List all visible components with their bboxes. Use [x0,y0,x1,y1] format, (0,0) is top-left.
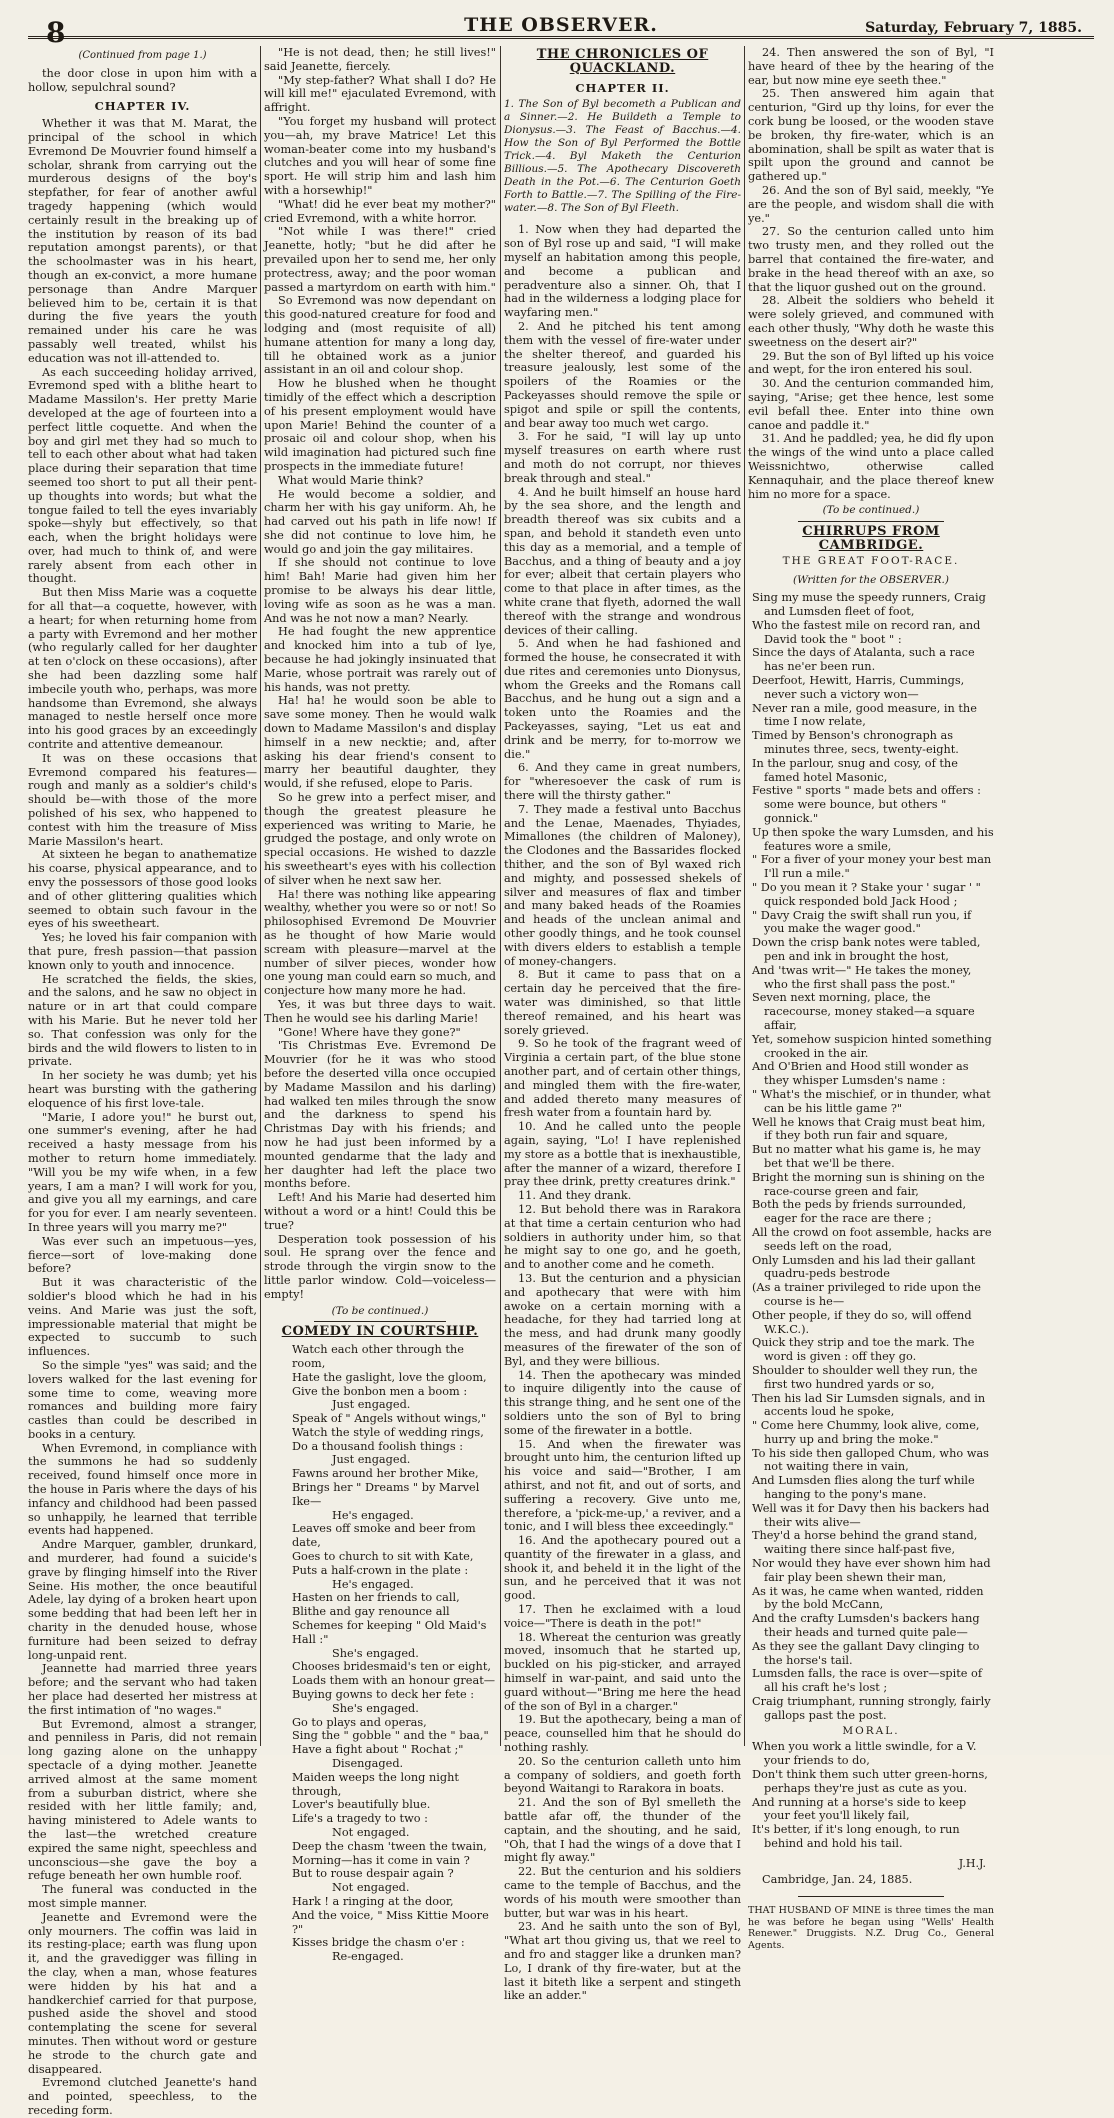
paragraph: "My step-father? What shall I do? He will kill me!" ejaculated Evremond, with affright. [264,73,496,115]
poem-line: Other people, if they do so, will offend W.K.C.). [752,1308,972,1336]
verse-paragraph: 2. And he pitched his tent among them with the vessel of fire-water under the shelter thereof, and guarded his treasure jealously, lest some of the spoilers of the Roamies or the Packeyasses should remove the spile or spigot and spile or spill the contents, and bear away too much wet cargo. [504,319,741,430]
poem-line: Deerfoot, Hewitt, Harris, Cummings, never such a victory won— [752,674,965,701]
chirrups-title: CHIRRUPS FROM CAMBRIDGE. [802,524,940,553]
poem-line: Since the days of Atalanta, such a race has ne'er been run. [752,646,975,674]
page-header [28,8,1094,49]
poem-line: Go to plays and operas, [292,1715,427,1729]
paragraph: Desperation took possession of his soul. He sprang over the fence and strode through the virgin snow to the little parlor window. Cold—voiceless—empty! [264,1232,496,1301]
paragraph: Andre Marquer, gambler, drunkard, and murderer, had found a suicide's grave by flinging himself into the River Seine. His mother, the once beautiful Adele, lay dying of a broken heart upon some bedding that had been left her in charity in the denuded house, whose furniture had been seized to defray long-unpaid rent. [28,1538,257,1662]
poem-line: Quick they strip and toe the mark. The word is given : off they go. [752,1336,975,1364]
poem-line: Watch each other through the room, [292,1343,464,1370]
poem-line: Then his lad Sir Lumsden signals, and in accents loud he spoke, [752,1391,986,1419]
poem-line: Well he knows that Craig must beat him, if they both run fair and square, [752,1115,986,1143]
poem-line: Lover's beautifully blue. [292,1798,431,1812]
paragraph: In her society he was dumb; yet his heart was bursting with the gathering eloquence of his first love-tale. [28,1069,257,1110]
column-4 [748,46,994,1951]
paragraph: What would Marie think? [278,473,424,487]
paragraph: But then Miss Marie was a coquette for all that—a coquette, however, with a heart; for when returning home from a party with Evremond and her mother (who regularly called for her daughter at ten o'clock on these occasions), after she had been dazzling some half imbecile youth who, perhaps, was more handsome than Evremond, she always managed to nestle herself once more into his good graces by an exceedingly contrite and attentive demeanour. [28,586,257,752]
poem-line: In the parlour, snug and cosy, of the famed hotel Masonic, [752,756,958,784]
poem-line: To his side then galloped Chum, who was not waiting there in vain, [752,1446,989,1474]
poem-lines [264,1343,496,1964]
verse-paragraph: 13. But the centurion and a physician and apothecary that were with him awoke on a certain morning with a headache, for they had tarried long at the mess, and had drunk many goodly measures of the firewater of the son of Byl, and they were billious. [504,1271,741,1368]
poem-refrain: He's engaged. [332,1577,414,1591]
paragraph: Yes; he loved his fair companion with that pure, fresh passion—that passion known only to youth and innocence. [28,931,257,972]
poem-line: Yet, somehow suspicion hinted something crooked in the air. [752,1032,992,1060]
verse-paragraph: 1. Now when they had departed the son of Byl rose up and said, "I will make myself an habitation among this people, and become a publican and peradventure also a sinner. Oh, that I had in the wilderness a lodging place for wayfaring men." [504,223,741,320]
poem-refrain: Just engaged. [332,1398,411,1412]
paragraph: Evremond clutched Jeanette's hand and pointed, speechless, to the receding form. [28,2076,257,2117]
paragraph: Ha! ha! he would soon be able to save some money. Then he would walk down to Madame Massilon's and display himself in a new necktie; and, after asking his dear friend's consent to marry her beautiful daughter, they would, if she refused, elope to Paris. [264,694,496,791]
paragraph: Jeanette and Evremond were the only mourners. The coffin was laid in its resting-place; earth was flung upon it, and the gravedigger was filling in the clay, when a man, whose features were hidden by his hat and a handkerchief carried for that purpose, pushed aside the shovel and stood contemplating the scene for several minutes. Then without word or gesture he strode to the church gate and disappeared. [28,1910,257,2076]
verse-paragraph: 27. So the centurion called unto him two trusty men, and they rolled out the barrel that contained the fire-water, and brake in the head thereof with an axe, so that the liquor gushed out on the ground. [748,225,994,294]
verse-paragraph: 30. And the centurion commanded him, saying, "Arise; get thee hence, lest some evil befall thee. Enter into thine own canoe and paddle it." [748,377,994,432]
poem-line: Up then spoke the wary Lumsden, and his features wore a smile, [752,825,994,853]
poem-line: Buying gowns to deck her fete : [292,1688,475,1702]
poem-refrain: Just engaged. [332,1453,411,1467]
paragraph: At sixteen he began to anathematize his coarse, physical appearance, and to envy the possessors of those good looks and of other glittering qualities which seemed to obtain such favour in the eyes of his sweetheart. [28,848,257,931]
poem-line: Watch the style of wedding rings, [292,1425,484,1439]
column-2 [264,46,496,1964]
poem-refrain: He's engaged. [332,1508,414,1522]
moral-line: When you work a little swindle, for a V. your friends to do, [752,1740,977,1768]
paragraph: If she should not continue to love him! Bah! Marie had given him her promise to be always his dear little, loving wife as soon as he was a man. And was he not now a man? Nearly. [264,556,496,625]
verse-paragraph: 31. And he paddled; yea, he did fly upon the wings of the wind unto a place called Weissnichtwo, otherwise called Kennaquhair, and the place thereof knew him no more for a space. [748,432,994,501]
poem-line: Life's a tragedy to two : [292,1812,428,1826]
poem-line: And Lumsden flies along the turf while hanging to the pony's mane. [752,1474,975,1502]
verse-paragraph: 9. So he took of the fragrant weed of Virginia a certain part, of the blue stone another part, and of certain other things, and mingled them with the fire-water, and added thereto many measures of fresh water from a fountain hard by. [504,1037,741,1120]
poem-line: Both the peds by friends surrounded, eager for the race are there ; [752,1198,967,1226]
paragraph: But it was characteristic of the soldier's blood which he had in his veins. And Marie was just the soft, impressionable material that might be expected to succumb to such influences. [28,1276,257,1359]
poem-refrain: She's engaged. [332,1701,419,1715]
moral-line: Don't think them such utter green-horns, perhaps they're just as cute as you. [752,1768,988,1795]
poem-title: COMEDY IN COURTSHIP. [281,1324,479,1340]
verse-paragraph: 21. And the son of Byl smelleth the battle afar off, the thunder of the captain, and the shouting, and he said, "Oh, that I had the wings of a dove that I might fly away." [504,1796,741,1865]
verse-paragraph: 24. Then answered the son of Byl, "I have heard of thee by the hearing of the ear, but now mine eye seeth thee." [748,46,994,87]
verse-paragraph: 22. But the centurion and his soldiers came to the temple of Bacchus, and the words of his mouth were smoother than butter, but war was in his heart. [504,1865,741,1920]
author-signature: J.H.J. [958,1856,986,1870]
poem-line: " Do you mean it ? Stake your ' sugar ' " quick responded bold Jack Hood ; [752,881,981,908]
paragraph: Was ever such an impetuous—yes, fierce—sort of love-making done before? [28,1234,257,1276]
chronicles-verses-continued [748,46,994,501]
advertisement: THAT HUSBAND OF MINE is three times the man he was before he began using "Wells' Health Renewer." Druggists. N.Z. Drug Co., General Agents. [748,1905,994,1951]
paragraph: "What! did he ever beat my mother?" cried Evremond, with a white horror. [264,197,496,225]
verse-paragraph: 28. Albeit the soldiers who beheld it were solely grieved, and communed with each other thusly, "Why doth he waste this sweetness on the desert air?" [748,294,994,349]
poem-refrain: She's engaged. [332,1646,419,1660]
poem-line: Have a fight about " Rochat ;" [292,1743,464,1757]
paragraph: "Marie, I adore you!" he burst out, one summer's evening, after he had received a hasty message from his mother to return home immediately. "Will you be my wife when, in a few years, I am a man? I will work for you, and give you all my earnings, and care for you for ever. I am nearly seventeen. In three years will you marry me?" [28,1110,257,1234]
paragraph: So he grew into a perfect miser, and though the greatest pleasure he experienced was writing to Marie, he grudged the postage, and only wrote on special occasions. He wished to dazzle his sweetheart's eyes with his collection of silver when he next saw her. [264,791,496,887]
poem-line: Do a thousand foolish things : [292,1439,464,1453]
poem-line: Seven next morning, place, the racecourse, money staked—a square affair, [752,991,975,1032]
poem-line: Only Lumsden and his lad their gallant quadru-peds bestrode [752,1253,976,1281]
poem-line: Schemes for keeping " Old Maid's Hall :" [292,1619,487,1646]
paragraph: How he blushed when he thought timidly of the effect which a description of his present employment would have upon Marie! Behind the counter of a prosaic oil and colour shop, when his wild imagination had pictured such fine prospects in the immediate future! [264,377,496,473]
poem-line: And the voice, " Miss Kittie Moore ?" [292,1908,489,1936]
poem-line: But no matter what his game is, he may bet that we'll be there. [752,1143,981,1170]
verse-paragraph: 12. But behold there was in Rarakora at that time a certain centurion who had soldiers in authority under him, so that he might say to one go, and he goeth, and to another come and he cometh. [504,1202,741,1272]
poem-line: Sing my muse the speedy runners, Craig and Lumsden fleet of foot, [752,591,986,619]
column-rule [744,46,745,1746]
poem-line: " What's the mischief, or in thunder, what can be his little game ?" [752,1087,991,1115]
poem-line: And the crafty Lumsden's backers hang their heads and turned quite pale— [752,1612,980,1640]
chronicles-verses [504,223,741,2003]
poem-line: Down the crisp bank notes were tabled, pen and ink in brought the host, [752,936,981,963]
verse-paragraph: 4. And he built himself an house hard by the sea shore, and the length and breadth thereof was six cubits and a span, and behold it standeth even unto this day as a memorial, and a temple of Bacchus, and a thing of beauty and a joy for ever; albeit that certain players who come to that place in after times, as the white crane that flyeth, adorned the wall thereof with the strange and wondrous devices of their calling. [504,485,741,637]
poem-refrain: Not engaged. [332,1826,410,1839]
verse-paragraph: 25. Then answered him again that centurion, "Gird up thy loins, for ever the cork bung be loosed, or the wooden stave be broken, thy fire-water, which is an abomination, shall be spilt as water that is spilt upon the ground and cannot be gathered up." [748,87,994,184]
section-divider [798,1896,944,1897]
poem-line: Maiden weeps the long night through, [292,1770,459,1798]
poem-line: Goes to church to sit with Kate, [292,1550,474,1564]
verse-paragraph: 18. Whereat the centurion was greatly moved, insomuch that he started up, buckled on his pig-sticker, and arrayed himself in war-paint, and said unto the guard without—"Bring me here the head of the son of Byl in a charger." [504,1630,741,1713]
foot-race-poem [748,591,994,1722]
paragraph: 'Tis Christmas Eve. Evremond De Mouvrier (for he it was who stood before the deserted villa once occupied by Madame Massilon and his darling) had walked ten miles through the snow and the darkness to spend his Christmas Day with his friends; and now he had just been informed by a mounted gendarme that the lady and her daughter had left the place two months before. [264,1039,496,1191]
paragraph: Whether it was that M. Marat, the principal of the school in which Evremond De Mouvrier found himself a scholar, shrank from carrying out the murderous designs of the boy's stepfather, for fear of another awful tragedy happening (which would certainly result in the breaking up of the institution by reason of its bad reputation amongst parents), or that the schoolmaster was in his heart, though an ex-convict, a more humane personage than Andre Marquer believed him to be, certain it is that during the five years the youth remained under his care he was passably well treated, whilst his education was not ill-attended to. [28,117,257,365]
chapter-summary: 1. The Son of Byl becometh a Publican and a Sinner.—2. He Buildeth a Temple to Dionysus.—3. The Feast of Bacchus.—4. How the Son of Byl Performed the Bottle Trick.—4. Byl Maketh the Centurion Billious.—5. The Apothecary Discovereth Death in the Pot.—6. The Centurion Goeth Forth to Battle.—7. The Spilling of the Fire-water.—8. The Son of Byl Fleeth. [504,98,741,215]
issue-date: Saturday, February 7, 1885. [865,20,1082,36]
poem-line: Hate the gaslight, love the gloom, [292,1370,487,1384]
poem-line: As they see the gallant Davy clinging to the horse's tail. [752,1639,980,1667]
moral-lines [748,1740,994,1850]
to-be-continued: (To be continued.) [331,1304,429,1317]
paragraph: "Not while I was there!" cried Jeanette, hotly; "but he did after he prevailed upon her to send me, her only protectress, away; and the poor woman passed a martyrdom on earth with him." [264,225,496,294]
verse-paragraph: 20. So the centurion calleth unto him a company of soldiers, and goeth forth beyond Waitangi to Rarakora in boats. [504,1754,741,1796]
verse-paragraph: 26. And the son of Byl said, meekly, "Ye are the people, and wisdom shall die with ye." [748,183,994,225]
poem-line: Give the bonbon men a boom : [292,1384,468,1398]
section-divider [314,1321,446,1322]
poem-line: Kisses bridge the chasm o'er : [292,1936,465,1950]
poem-line: Chooses bridesmaid's ten or eight, [292,1660,491,1674]
poem-line: As it was, he came when wanted, ridden by the bold McCann, [752,1584,984,1612]
poem-line: Hark ! a ringing at the door, [292,1894,454,1908]
poem-line: Well was it for Davy then his backers had their wits alive— [752,1501,990,1529]
paragraph: He scratched the fields, the skies, and the salons, and he saw no object in nature or in art that could compare with his Marie. But he never told her so. That confession was only for the birds and the wild flowers to listen to in private. [28,972,257,1069]
poem-line: Sing the " gobble " and the " baa," [292,1729,489,1743]
story-paragraphs-continued [264,46,496,1302]
poem-line: (As a trainer privileged to ride upon the course is he— [752,1281,981,1308]
verse-paragraph: 5. And when he had fashioned and formed the house, he consecrated it with due rites and ceremonies unto Dionysus, whom the Greeks and the Romans call Bacchus, and he hung out a sign and a token unto the Roamies and the Packeyasses, saying, "Let us eat and drink and be merry, for to-morrow we die." [504,637,741,761]
poem-line: Leaves off smoke and beer from date, [292,1522,476,1550]
poem-line: " For a fiver of your money your best man I'll run a mile." [752,853,992,881]
paragraph: "Gone! Where have they gone?" [278,1025,461,1039]
poem-line: Hasten on her friends to call, [292,1591,460,1605]
to-be-continued: (To be continued.) [822,504,920,517]
verse-paragraph: 17. Then he exclaimed with a loud voice—"There is death in the pot!" [504,1603,741,1630]
poem-line: Shoulder to shoulder well they run, the first two hundred yards or so, [752,1363,978,1391]
story-paragraphs [28,117,257,2118]
story-opening: the door close in upon him with a hollow, sepulchral sound? [28,66,257,94]
paragraph: But Evremond, almost a stranger, and penniless in Paris, did not remain long gazing alone on the unhappy spectacle of a dying mother. Jeanette arrived almost at the same moment from a suburban district, where she resided with her little family; and, having ministered to Adele wants to the last—the wretched creature expired the same night, speechless and unconscious—she gave the boy a refuge beneath her own humble roof. [28,1717,257,1883]
place-date: Cambridge, Jan. 24, 1885. [762,1872,913,1886]
poem-line: Never ran a mile, good measure, in the time I now relate, [752,701,977,729]
column-3 [504,46,741,2003]
moral-line: And running at a horse's side to keep your feet you'll likely fail, [752,1795,967,1823]
column-rule [260,46,261,1746]
poem-refrain: Not engaged. [332,1881,410,1895]
poem-line: Deep the chasm 'tween the twain, [292,1839,487,1853]
poem-line: All the crowd on foot assemble, hacks are seeds left on the road, [752,1225,992,1253]
paragraph: Left! And his Marie had deserted him without a word or a hint! Could this be true? [264,1191,496,1232]
poem-line: And O'Brien and Hood still wonder as they whisper Lumsden's name : [752,1060,969,1088]
masthead-title: THE OBSERVER. [464,14,658,36]
verse-paragraph: 15. And when the firewater was brought unto him, the centurion lifted up his voice and said—"Brother, I am athirst, and not fit, and out of sorts, and suffering a recovery. Give unto me, therefore, a 'pick-me-up,' a reviver, and a tonic, and I will bless thee exceedingly." [504,1437,741,1534]
poem-line: Lumsden falls, the race is over—spite of all his craft he's lost ; [752,1667,983,1695]
poem-line: Morning—has it come in vain ? [292,1853,470,1867]
column-1 [28,46,257,2117]
chronicles-title: THE CHRONICLES OF QUACKLAND. [536,47,709,76]
verse-paragraph: 11. And they drank. [518,1189,632,1203]
verse-paragraph: 3. For he said, "I will lay up unto myself treasures on earth where rust and moth do not corrupt, nor thieves break through and steal." [504,430,741,485]
verse-paragraph: 14. Then the apothecary was minded to inquire diligently into the cause of this strange thing, and he sent one of the soldiers unto the son of Byl to bring some of the firewater in a bottle. [504,1368,741,1437]
poem-line: But to rouse despair again ? [292,1867,454,1881]
poem-line: And 'twas writ—" He takes the money, who the first shall pass the post." [752,963,972,991]
moral-label: MORAL. [842,1724,900,1737]
poem-line: Festive " sports " made bets and offers : some were bounce, but others " gonnick." [752,784,981,826]
poem-line: Fawns around her brother Mike, [292,1467,479,1481]
page-number: 8 [46,16,66,49]
verse-paragraph: 19. But the apothecary, being a man of peace, counselled him that he should do nothing rashly. [504,1713,741,1755]
poem-line: Who the fastest mile on record ran, and David took the " boot " : [752,618,981,646]
chapter-heading: CHAPTER IV. [94,99,191,114]
verse-paragraph: 16. And the apothecary poured out a quantity of the firewater in a glass, and shook it, and beheld it in the light of the sun, and he perceived that it was not good. [504,1534,741,1603]
poem-line: " Come here Chummy, look alive, come, hurry up and bring the moke." [752,1419,980,1446]
paragraph: He had fought the new apprentice and knocked him into a tub of lye, because he had jokingly insinuated that Marie, whose portrait was rarely out of his hands, was not pretty. [264,625,496,694]
paragraph: The funeral was conducted in the most simple manner. [28,1883,257,1910]
columns-container [28,46,1094,2117]
continued-note: (Continued from page 1.) [78,50,207,61]
verse-paragraph: 7. They made a festival unto Bacchus and the Lenae, Maenades, Thyiades, Mimallones (the children of Maloney), the Clodones and the Bassarides flocked thither, and the son of Byl waxed rich and mighty, and possessed shekels of silver and measures of flax and timber and many baked heads of the Roamies and heads of the unclean animal and other goodly things, and he took counsel with divers elders to establish a temple of money-changers. [504,802,741,968]
section-divider [798,521,944,522]
poem-line: Puts a half-crown in the plate : [292,1563,469,1577]
paragraph: "He is not dead, then; he still lives!" said Jeanette, fiercely. [264,46,496,73]
poem-line: Brings her " Dreams " by Marvel Ike— [292,1481,480,1508]
poem-line: Loads them with an honour great— [292,1674,496,1688]
poem-line: Blithe and gay renounce all [292,1605,450,1619]
paragraph: So Evremond was now dependant on this good-natured creature for food and lodging and (most requisite of all) humane attention for many a long day, till he obtained work as a junior assistant in an oil and colour shop. [264,294,496,377]
paragraph: Yes, it was but three days to wait. Then he would see his darling Marie! [264,997,496,1025]
paragraph: "You forget my husband will protect you—ah, my brave Matrice! Let this woman-beater come into my husband's clutches and you will hear of some fine sport. He will strip him and lash him with a horsewhip!" [264,114,496,197]
poem-line: Bright the morning sun is shining on the race-course green and fair, [752,1170,985,1198]
poem-refrain: Disengaged. [332,1757,404,1771]
poem-line: " Davy Craig the swift shall run you, if you make the wager good." [752,908,972,936]
chirrups-subtitle: THE GREAT FOOT-RACE. [782,554,960,567]
verse-paragraph: 6. And they came in great numbers, for "wheresoever the cask of rum is there will the thirsty gather." [504,761,741,803]
verse-paragraph: 8. But it came to pass that on a certain day he perceived that the fire-water was diminished, so that little thereof remained, and his heart was sorely grieved. [504,968,741,1037]
poem-line: They'd a horse behind the grand stand, waiting there since half-past five, [752,1529,978,1557]
poem-line: Timed by Benson's chronograph as minutes three, secs, twenty-eight. [752,729,959,757]
paragraph: As each succeeding holiday arrived, Evremond sped with a blithe heart to Madame Massilon's. Her pretty Marie developed at the age of fourteen into a perfect little coquette. And when the boy and girl met they had so much to tell to each other about what had taken place during their separation that time seemed too short to put all their pent-up thoughts into words; but what the tongue failed to tell the eyes invariably spoke—shyly but effectively, so that each, when the bright holidays were over, had much to think of, and were rarely absent from each other in thought. [28,365,257,586]
poem-line: Speak of " Angels without wings," [292,1412,487,1426]
paragraph: It was on these occasions that Evremond compared his features—rough and manly as a soldier's child's should be—with those of the more polished of his sex, who happened to contest with him the treasure of Miss Marie Massilon's heart. [28,751,257,848]
paragraph: When Evremond, in compliance with the summons he had so suddenly received, found himself once more in the house in Paris where the days of his infancy and childhood had been passed so unhappily, he learned that terrible events had happened. [28,1441,257,1538]
written-for-note: (Written for the OBSERVER.) [793,574,949,587]
verse-paragraph: 29. But the son of Byl lifted up his voice and wept, for the iron entered his soul. [748,349,994,377]
paragraph: He would become a soldier, and charm her with his gay uniform. Ah, he had carved out his path in life now! If she did not continue to love him, he would go and join the gay militaires. [264,487,496,556]
paragraph: So the simple "yes" was said; and the lovers walked for the last evening for some time to come, weaving more romances and building more fairy castles than could be described in books in a century. [28,1358,257,1441]
poem-refrain: Re-engaged. [332,1950,404,1964]
poem-line: Nor would they have ever shown him had fair play been shewn their man, [752,1557,991,1584]
paragraph: Ha! there was nothing like appearing wealthy, whether you were so or not! So philosophised Evremond De Mouvrier as he thought of how Marie would scream with pleasure—marvel at the number of silver pieces, wonder how one young man could earn so much, and conjecture how many more he had. [264,887,496,998]
column-rule [500,46,501,1746]
verse-paragraph: 23. And he saith unto the son of Byl, "What art thou giving us, that we reel to and fro and stagger like a drunken man? Lo, I drank of thy fire-water, but at the last it biteth like a serpent and stingeth like an adder." [504,1920,741,2003]
poem-line: Craig triumphant, running strongly, fairly gallops past the post. [752,1695,991,1722]
verse-paragraph: 10. And he called unto the people again, saying, "Lo! I have replenished my store as a bottle that is inexhaustible, after the manner of a wizard, therefore I pray thee drink, pretty creatures drink." [504,1120,741,1189]
moral-line: It's better, if it's long enough, to run behind and hold his tail. [752,1823,960,1850]
paragraph: Jeannette had married three years before; and the servant who had taken her place had deserted her mistress at the first intimation of "no wages." [28,1662,257,1717]
chronicles-chapter: CHAPTER II. [575,80,670,95]
